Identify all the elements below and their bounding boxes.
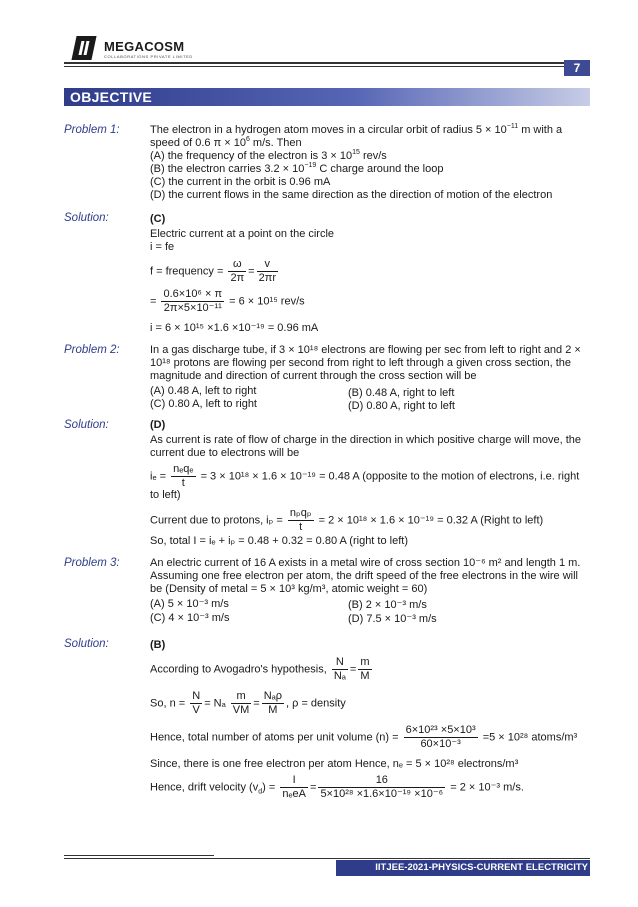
section-title: OBJECTIVE bbox=[70, 89, 153, 105]
option-d: (D) 0.80 A, right to left bbox=[348, 400, 455, 412]
page-number: 7 bbox=[564, 60, 590, 76]
option-b: (B) the electron carries $3.2 \times 10^{-19}$ C charge around the loop bbox=[150, 162, 444, 175]
option-a: (A) the frequency of the electron is $3 \times 10^{15}$ rev/s bbox=[150, 149, 387, 162]
problem-2-label: Problem 2: bbox=[64, 344, 120, 356]
option-d: (D) the current flows in the same direction as the direction of motion of the electron bbox=[150, 189, 553, 201]
electron-density: Since, there is one free electron per atom Hence, nₑ = 5 × 10²⁸ electrons/m³ bbox=[150, 758, 519, 770]
problem-1-question: The electron in a hydrogen atom moves in a circular orbit of radius $5 \times 10^{-11}$ m with a speed of 0.6 $\pi \times 10^6$ m/s. Then bbox=[150, 123, 563, 149]
solution-2-line-1: As current is rate of flow of charge in the direction in which positive charge will move, the current due to electrons will be bbox=[150, 434, 582, 459]
section-banner bbox=[64, 88, 590, 106]
option-b: (B) 2 × 10⁻³ m/s bbox=[348, 599, 427, 611]
footer-rule bbox=[64, 858, 590, 859]
header-rule bbox=[64, 62, 590, 64]
option-a: (A) 0.48 A, left to right bbox=[150, 385, 257, 397]
solution-1-label: Solution: bbox=[64, 212, 109, 224]
solution-3-answer: (B) bbox=[150, 639, 166, 651]
brand-logo-icon bbox=[71, 36, 96, 60]
drift-velocity-equation: Hence, drift velocity $(v_d)$ = $\frac{I}{\text{nₑeA}}$ = $\frac{16}{\text{5×10²⁸ ×1.6×10⁻¹⁹ ×10⁻⁶}}$ = 2 × 10⁻³ m/s. bbox=[150, 774, 524, 800]
problem-1-text bbox=[150, 124, 590, 202]
option-b: (B) 0.48 A, right to left bbox=[348, 387, 455, 399]
current-result: i = 6 × 10¹⁵ ×1.6 ×10⁻¹⁹ = 0.96 mA bbox=[150, 322, 319, 334]
electron-current-equation: iₑ = $\frac{\text{nₑqₑ}}{t}$ = 3 × 10¹⁸ × 1.6 × 10⁻¹⁹ = 0.48 A (opposite to the motion of electrons, i.e. right bbox=[150, 463, 580, 489]
solution-3-label: Solution: bbox=[64, 638, 109, 650]
option-d: (D) 7.5 × 10⁻³ m/s bbox=[348, 613, 437, 625]
problem-3-label: Problem 3: bbox=[64, 557, 120, 569]
proton-current-equation: Current due to protons, iₚ = $\frac{\text{nₚqₚ}}{t}$ = 2 × 10¹⁸ × 1.6 × 10⁻¹⁹ = 0.32 A (Right to left) bbox=[150, 507, 544, 533]
header-rule-thin bbox=[64, 66, 590, 67]
frequency-value-equation: = $\frac{\text{0.6×10⁶ × π}}{\text{2π×5×10⁻¹¹}}$ = 6 × 10¹⁵ rev/s bbox=[150, 288, 305, 314]
solution-1-answer: (C) bbox=[150, 213, 166, 225]
number-density-equation: So, n = $\frac{N}{V}$ = Nₐ $\frac{m}{VM}$ = $\frac{\text{Nₐρ}}{M}$ , ρ = density bbox=[150, 690, 346, 716]
brand-name: MEGACOSM bbox=[104, 39, 185, 54]
option-a: (A) 5 × 10⁻³ m/s bbox=[150, 598, 229, 610]
electron-current-direction: to left) bbox=[150, 489, 181, 501]
option-c: (C) the current in the orbit is 0.96 mA bbox=[150, 176, 331, 188]
brand-subtitle: COLLABORATIONS PRIVATE LIMITED bbox=[104, 54, 193, 59]
footer-banner bbox=[336, 860, 590, 876]
footer-rule-short bbox=[64, 855, 214, 856]
solution-1-line-2: i = fe bbox=[150, 241, 175, 253]
solution-2-answer: (D) bbox=[150, 419, 166, 431]
avogadro-equation: According to Avogadro's hypothesis, $\frac{N}{\text{Nₐ}}$ = $\frac{m}{M}$ bbox=[150, 656, 370, 682]
atoms-per-volume-equation: Hence, total number of atoms per unit volume (n) = $\frac{\text{6×10²³ ×5×10³}}{\text{60×10⁻³}}$ =5 × 10²⁸ atoms/m³ bbox=[150, 724, 578, 750]
solution-1-line-1: Electric current at a point on the circle bbox=[150, 228, 335, 240]
problem-1-label: Problem 1: bbox=[64, 124, 120, 136]
solution-2-label: Solution: bbox=[64, 419, 109, 431]
option-c: (C) 0.80 A, left to right bbox=[150, 398, 257, 410]
problem-3-question: An electric current of 16 A exists in a metal wire of cross section 10⁻⁶ m² and length 1 m. Assuming one free electron per atom, the drift speed of the free electrons in the wire will be (Density of metal = 5 × 10³ kg/m³, atomic weight = 60) bbox=[150, 557, 581, 595]
total-current: So, total I = iₑ + iₚ = 0.48 + 0.32 = 0.80 A (right to left) bbox=[150, 535, 408, 547]
option-c: (C) 4 × 10⁻³ m/s bbox=[150, 612, 230, 624]
problem-2-question: In a gas discharge tube, if 3 × 10¹⁸ electrons are flowing per sec from left to right and 2 × 10¹⁸ protons are flowing per second from right to left through a given cross section, the magnitude and direction of current through the cross section will be bbox=[150, 344, 581, 382]
footer-title: IITJEE-2021-PHYSICS-CURRENT ELECTRICITY bbox=[375, 862, 588, 873]
frequency-equation: f = frequency = $\frac{\omega}{2\pi}$ = $\frac{v}{2\pi r}$ bbox=[150, 258, 276, 284]
